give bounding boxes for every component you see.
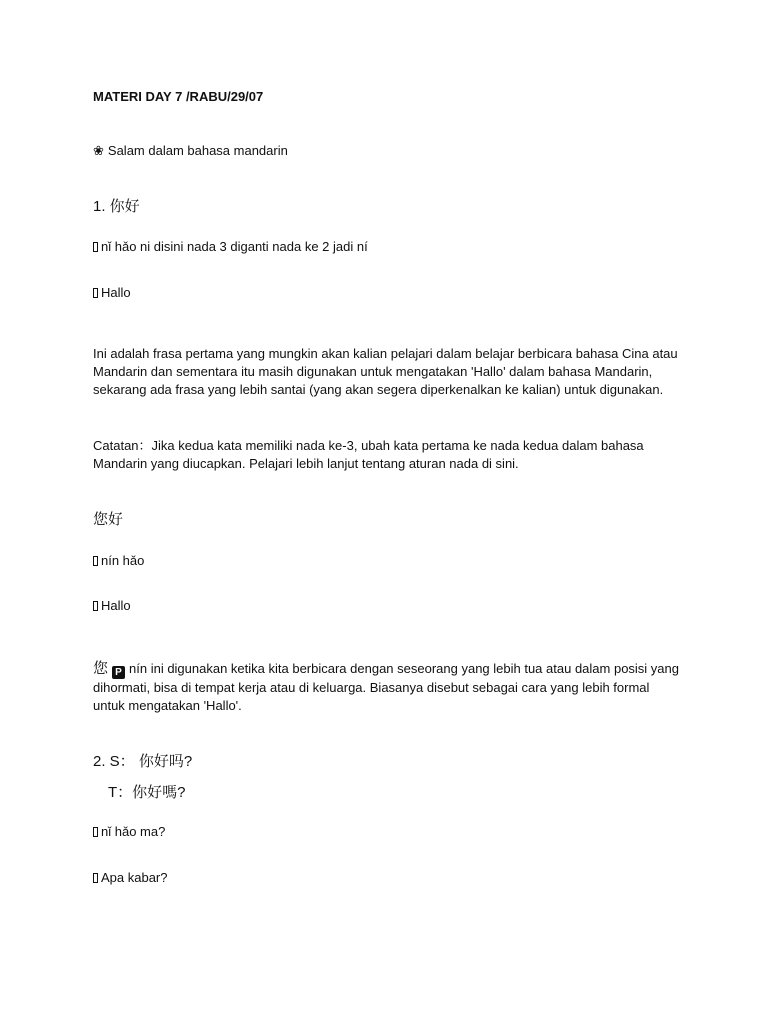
s2-traditional: T：你好嗎?: [108, 784, 186, 801]
s1b-pinyin-line: [93, 552, 144, 570]
paragraph-text: nín ini digunakan ketika kita berbicara dengan seseorang yang lebih tua atau dalam posisi yang: [129, 661, 679, 676]
paragraph-line: [93, 660, 683, 679]
missing-glyph-icon: [93, 288, 98, 298]
s1b-meaning: Hallo: [101, 598, 131, 613]
missing-glyph-icon: [93, 873, 98, 883]
document-title: MATERI DAY 7 /RABU/29/07: [93, 89, 264, 104]
s2-meaning-line: [93, 869, 168, 887]
paragraph-1: [93, 345, 683, 399]
s2-meaning: Apa kabar?: [101, 870, 168, 885]
subtitle-line: [93, 142, 288, 160]
note-paragraph: [93, 437, 683, 473]
missing-glyph-icon: [93, 242, 98, 252]
flower-icon: ❀: [93, 143, 104, 158]
subtitle-text: Salam dalam bahasa mandarin: [107, 143, 288, 158]
s1-pinyin: nǐ hǎo ni disini nada 3 diganti nada ke 2 jadi ní: [101, 239, 368, 254]
s1b-pinyin: nín hǎo: [101, 553, 145, 568]
paragraph-line: Ini adalah frasa pertama yang mungkin akan kalian pelajari dalam belajar berbicara bahasa Cina atau: [93, 346, 678, 361]
p-badge-icon: P: [112, 666, 125, 679]
section-1b-heading: 您好: [93, 511, 124, 528]
paragraph-line: untuk mengatakan 'Hallo'.: [93, 698, 242, 713]
paragraph-line: dihormati, bisa di tempat kerja atau di keluarga. Biasanya disebut sebagai cara yang lebih formal: [93, 680, 650, 695]
nin-character: 您: [93, 660, 109, 677]
s1b-meaning-line: [93, 597, 131, 615]
missing-glyph-icon: [93, 601, 98, 611]
section-2-heading: 2. S： 你好吗?: [93, 753, 193, 770]
s2-pinyin-line: [93, 823, 165, 841]
paragraph-line: Mandarin dan sementara itu masih digunakan untuk mengatakan 'Hallo' dalam bahasa Mandarin,: [93, 364, 653, 379]
section-1-heading: 1. 你好: [93, 198, 140, 215]
s2-pinyin: nǐ hǎo ma?: [101, 824, 166, 839]
missing-glyph-icon: [93, 556, 98, 566]
s1-meaning: Hallo: [101, 285, 131, 300]
s1-meaning-line: [93, 284, 131, 302]
missing-glyph-icon: [93, 827, 98, 837]
s1-pinyin-line: [93, 238, 368, 256]
paragraph-line: sekarang ada frasa yang lebih santai (yang akan segera diperkenalkan ke kalian) untuk digunakan.: [93, 382, 664, 397]
note-line: Catatan：Jika kedua kata memiliki nada ke-3, ubah kata pertama ke nada kedua dalam bahasa: [93, 438, 644, 453]
note-line: Mandarin yang diucapkan. Pelajari lebih lanjut tentang aturan nada di sini.: [93, 456, 519, 471]
paragraph-2: [93, 660, 683, 715]
